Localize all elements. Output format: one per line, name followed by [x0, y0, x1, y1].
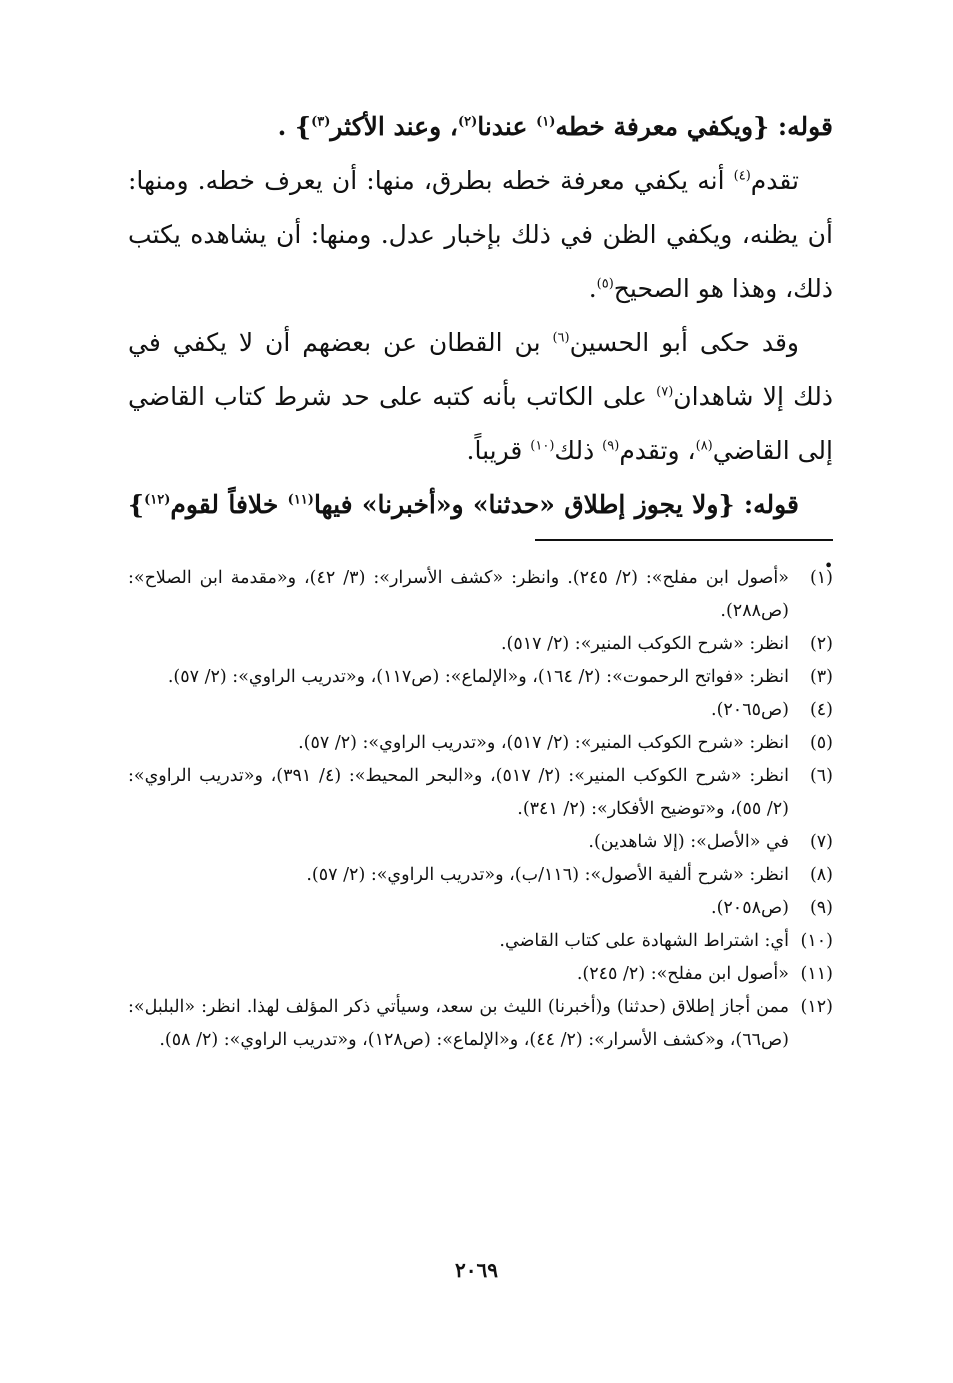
text-segment: خلافاً لقوم [170, 490, 288, 519]
footnote-number: (٦) [809, 766, 833, 786]
text-segment: } . [128, 490, 833, 573]
footnote-ref[interactable]: (٢) [457, 114, 478, 130]
footnote-4 [128, 694, 833, 727]
footnote-ref[interactable]: (٤) [733, 168, 751, 184]
footnote-8 [128, 859, 833, 892]
quote-paragraph-1 [128, 100, 833, 154]
footnote-number: (٥) [809, 733, 833, 753]
text-segment: عندنا [477, 112, 537, 141]
main-text [128, 100, 833, 586]
footnote-text: انظر: «فواتح الرحموت»: (٢/ ١٦٤)، و«الإلماع»: (ص١١٧)، و«تدريب الراوي»: (٢/ ٥٧). [167, 667, 789, 687]
footnote-ref[interactable]: (٩) [602, 438, 620, 454]
footnote-text: انظر: «شرح الكوكب المنير»: (٢/ ٥١٧)، و«البحر المحيط»: (٤/ ٣٩١)، و«تدريب الراوي»: (٢/ ٥٥)، و«توضيح الأفكار»: (٢/ ٣٤١). [128, 766, 789, 819]
footnote-ref[interactable]: (١٢) [144, 492, 171, 508]
text-segment: قوله: {ولا يجوز إطلاق «حدثنا» و«أخبرنا» فيها [313, 490, 799, 519]
footnote-text: (ص٢٠٥٨). [711, 898, 789, 918]
footnote-number: (٤) [809, 700, 833, 720]
text-segment: أنه يكفي معرفة خطه بطرق، منها: أن يعرف خطه. ومنها: أن يظنه، ويكفي الظن في ذلك بإخبار عدل. ومنها: أن يشاهده يكتب ذلك، وهذا هو الصحيح [128, 166, 833, 303]
footnote-number: (٧) [809, 832, 833, 852]
footnote-12 [128, 991, 833, 1057]
footnotes-section [128, 562, 833, 1057]
footnote-text: انظر: «شرح ألفية الأصول»: (١١٦/ب)، و«تدريب الراوي»: (٢/ ٥٧). [306, 865, 789, 885]
footnote-text: «أصول ابن مفلح»: (٢/ ٢٤٥). وانظر: «كشف الأسرار»: (٣/ ٤٢)، و«مقدمة ابن الصلاح»: (ص٢٨٨). [128, 568, 789, 621]
footnote-text: انظر: «شرح الكوكب المنير»: (٢/ ٥١٧)، و«تدريب الراوي»: (٢/ ٥٧). [298, 733, 789, 753]
footnote-11 [128, 958, 833, 991]
footnote-number: (٣) [809, 667, 833, 687]
footnote-separator [535, 539, 833, 541]
text-segment: ذلك [554, 436, 603, 465]
text-segment: تقدم [750, 166, 799, 195]
commentary-paragraph-2 [128, 316, 833, 478]
footnote-ref[interactable]: (٥) [596, 276, 614, 292]
footnote-5 [128, 727, 833, 760]
footnote-number: (٨) [809, 865, 833, 885]
footnote-ref[interactable]: (٦) [552, 330, 570, 346]
footnote-text: في «الأصل»: (إلا شاهدين). [588, 832, 789, 852]
footnote-2 [128, 628, 833, 661]
footnote-3 [128, 661, 833, 694]
text-segment: وقد حكى أبو الحسين [569, 328, 799, 357]
footnote-7 [128, 826, 833, 859]
text-segment: . [588, 274, 597, 303]
text-segment: قريباً. [466, 436, 531, 465]
text-segment: قوله: {ويكفي معرفة خطه [555, 112, 833, 141]
footnote-ref[interactable]: (١١) [287, 492, 314, 508]
footnote-ref[interactable]: (٣) [311, 114, 331, 130]
footnote-text: «أصول ابن مفلح»: (٢/ ٢٤٥). [576, 964, 789, 984]
footnote-number: (٩) [809, 898, 833, 918]
text-segment: ، وعند الأكثر [330, 112, 458, 141]
commentary-paragraph-1 [128, 154, 833, 316]
footnote-number: (١١) [800, 964, 833, 984]
footnote-10 [128, 925, 833, 958]
footnote-text: (ص٢٠٦٥). [711, 700, 789, 720]
text-segment: } . [277, 112, 312, 141]
footnote-ref[interactable]: (١) [536, 114, 556, 130]
page-number: ٢٠٦٩ [455, 1258, 498, 1282]
footnote-9 [128, 892, 833, 925]
footnote-text: أي: اشتراط الشهادة على كتاب القاضي. [499, 931, 789, 951]
text-segment: بن القطان عن بعضهم أن لا يكفي في ذلك إلا شاهدان [128, 328, 833, 411]
footnote-number: (١٠) [800, 931, 833, 951]
footnote-1 [128, 562, 833, 628]
footnote-6 [128, 760, 833, 826]
footnote-number: (١) [809, 568, 833, 588]
text-segment: ، وتقدم [619, 436, 696, 465]
footnote-text: انظر: «شرح الكوكب المنير»: (٢/ ٥١٧). [500, 634, 789, 654]
footnote-text: ممن أجاز إطلاق (حدثنا) و(أخبرنا) الليث بن سعد، وسيأتي ذكر المؤلف لهذا. انظر: «البلبل»: (ص٦٦)، و«كشف الأسرار»: (٢/ ٤٤)، و«الإلماع»: (ص١٢٨)، و«تدريب الراوي»: (٢/ ٥٨). [128, 997, 789, 1050]
footnote-ref[interactable]: (٨) [695, 438, 713, 454]
footnote-ref[interactable]: (٧) [656, 384, 674, 400]
footnote-number: (٢) [809, 634, 833, 654]
footnote-ref[interactable]: (١٠) [530, 438, 555, 454]
footnote-number: (١٢) [800, 997, 833, 1017]
text-segment: على الكاتب بأنه كتبه على حد شرط كتاب القاضي إلى القاضي [128, 382, 833, 465]
